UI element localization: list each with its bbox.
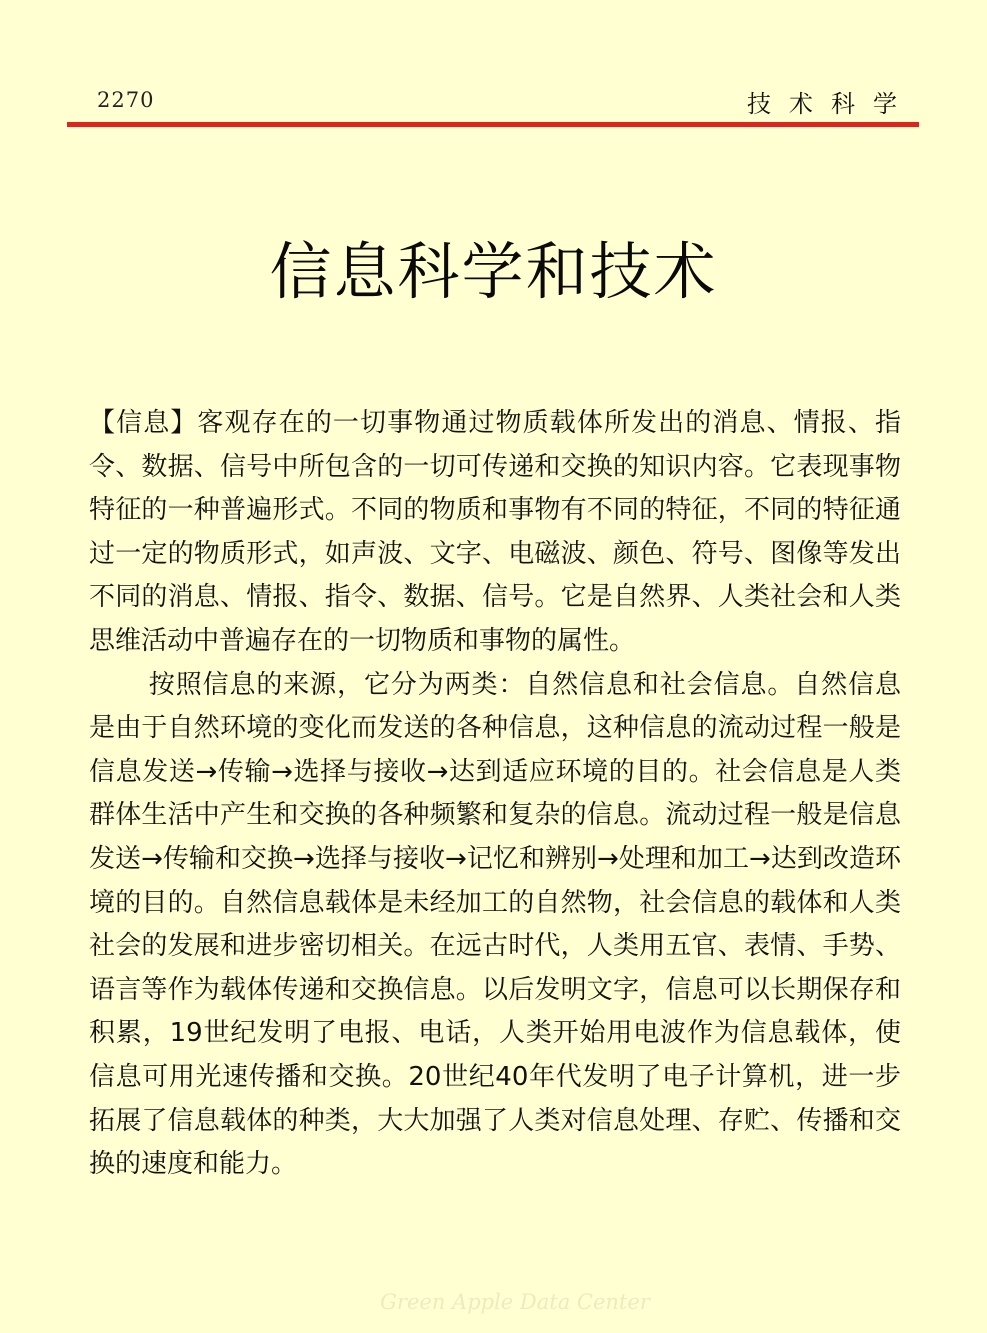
watermark: Green Apple Data Center — [380, 1290, 650, 1314]
running-head: 技术科学 — [747, 90, 915, 118]
article-body — [89, 402, 901, 1187]
article-title: 信息科学和技术 — [269, 235, 718, 308]
paragraph-classification: 按照信息的来源，它分为两类：自然信息和社会信息。自然信息是由于自然环境的变化而发送的各种信息，这种信息的流动过程一般是信息发送→传输→选择与接收→达到适应环境的目的。社会信息是人类群体生活中产生和交换的各种频繁和复杂的信息。流动过程一般是信息发送→传输和交换→选择与接收→记忆和辨别→处理和加工→达到改造环境的目的。自然信息载体是未经加工的自然物，社会信息的载体和人类社会的发展和进步密切相关。在远古时代，人类用五官、表情、手势、语言等作为载体传递和交换信息。以后发明文字，信息可以长期保存和积累，19世纪发明了电报、电话，人类开始用电波作为信息载体，使信息可用光速传播和交换。20世纪40年代发明了电子计算机，进一步拓展了信息载体的种类，大大加强了人类对信息处理、存贮、传播和交换的速度和能力。 — [89, 669, 901, 1180]
page-number: 2270 — [97, 88, 155, 112]
paragraph-definition: 【信息】客观存在的一切事物通过物质载体所发出的消息、情报、指令、数据、信号中所包含的一切可传递和交换的知识内容。它表现事物特征的一种普遍形式。不同的物质和事物有不同的特征，不同的特征通过一定的物质形式，如声波、文字、电磁波、颜色、符号、图像等发出不同的消息、情报、指令、数据、信号。它是自然界、人类社会和人类思维活动中普遍存在的一切物质和事物的属性。 — [89, 408, 901, 656]
header-rule — [67, 122, 919, 127]
